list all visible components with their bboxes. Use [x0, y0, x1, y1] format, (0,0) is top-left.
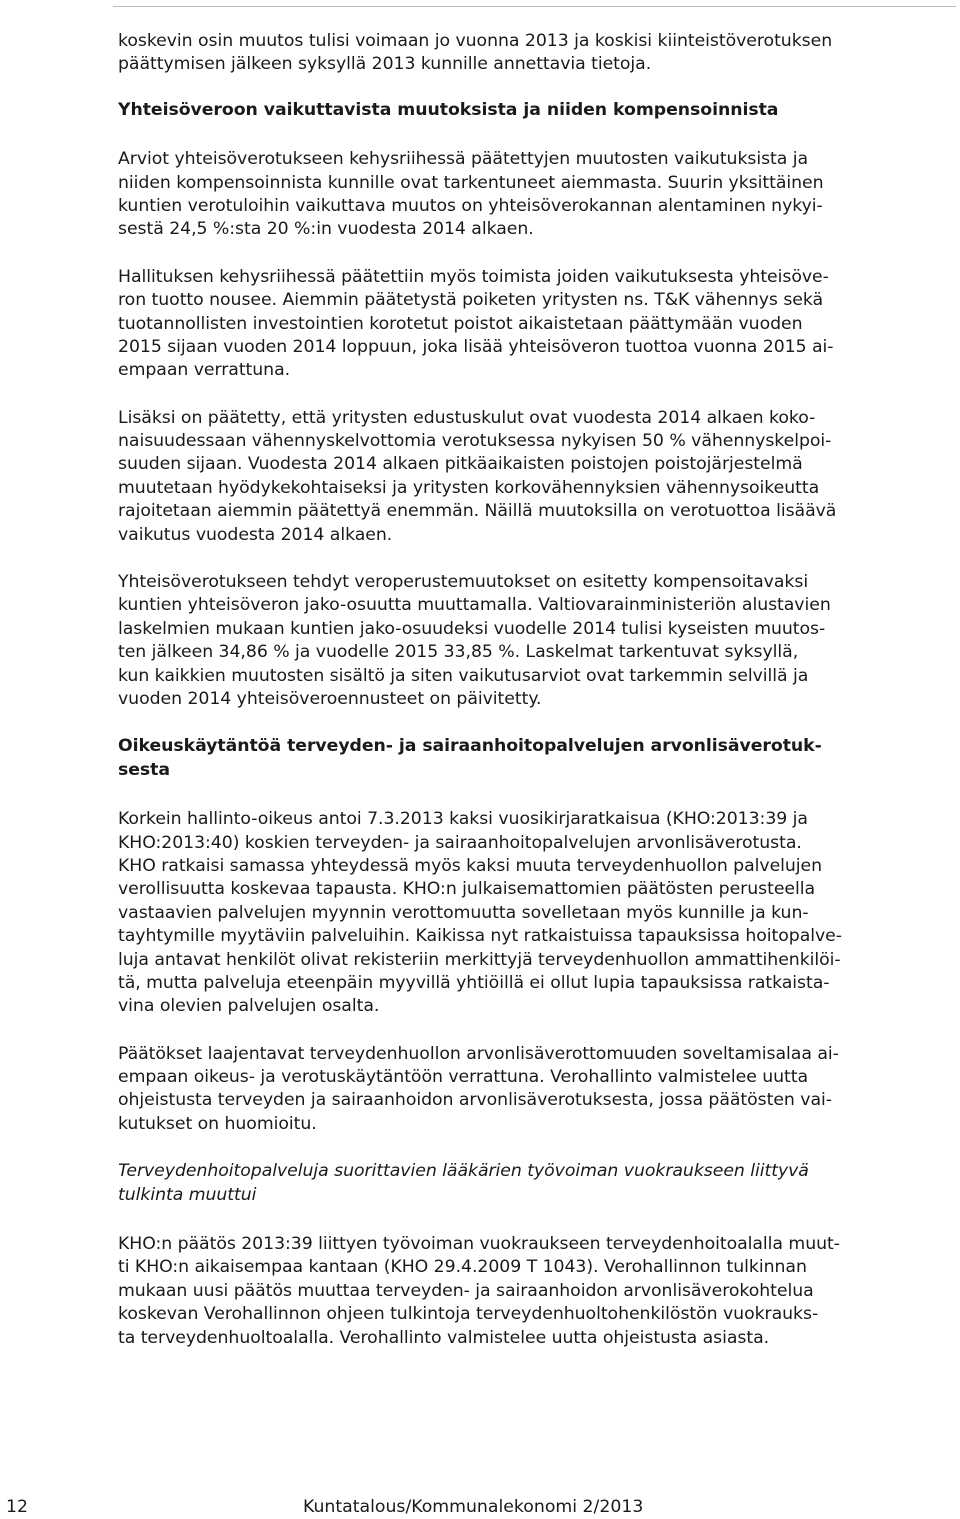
text-line: kuntien yhteisöveron jako-osuutta muuttamalla. Valtiovarainministeriön alustavien [118, 595, 831, 616]
text-line: ta terveydenhuoltoalalla. Verohallinto valmistelee uutta ohjeistusta asiasta. [118, 1327, 770, 1348]
text-line: koskevan Verohallinnon ohjeen tulkintoja terveydenhuoltohenkilöstön vuokrauks- [118, 1304, 819, 1325]
text-line: empaan oikeus- ja verotuskäytäntöön verrattuna. Verohallinto valmistelee uutta [118, 1067, 809, 1088]
text-line: kutukset on huomioitu. [118, 1113, 317, 1134]
text-line: Yhteisöverotukseen tehdyt veroperustemuutokset on esitetty kompensoitavaksi [118, 572, 809, 593]
text-line: tayhtymille myytäviin palveluihin. Kaikissa nyt ratkaistuissa tapauksissa hoitopalve- [118, 926, 842, 947]
text-line: koskevin osin muutos tulisi voimaan jo vuonna 2013 ja koskisi kiinteistöverotuksen [118, 31, 833, 51]
text-line: kuntien verotuloihin vaikuttava muutos on yhteisöverokannan alentaminen nykyi- [118, 195, 823, 216]
text-line: 2015 sijaan vuoden 2014 loppuun, joka lisää yhteisöveron tuottoa vuonna 2015 ai- [118, 336, 834, 357]
subheading-line: tulkinta muuttui [118, 1184, 257, 1205]
paragraph-continuation [118, 30, 938, 77]
subheading-tulkinta [118, 1160, 938, 1207]
paragraph-arviot [118, 148, 938, 242]
top-rule [113, 6, 956, 7]
text-line: empaan verrattuna. [118, 360, 291, 381]
text-line: Arviot yhteisöverotukseen kehysriihessä päätettyjen muutosten vaikutuksista ja [118, 149, 809, 170]
text-line: päättymisen jälkeen syksyllä 2013 kunnille annettavia tietoja. [118, 54, 652, 75]
section-heading-oikeuskaytanto [118, 735, 938, 782]
text-line: Lisäksi on päätetty, että yritysten edustuskulut ovat vuodesta 2014 alkaen koko- [118, 407, 816, 428]
text-line: KHO:n päätös 2013:39 liittyen työvoiman vuokraukseen terveydenhoitoalalla muut- [118, 1234, 840, 1255]
page-number: 12 [6, 1497, 28, 1517]
article-body [118, 30, 938, 1350]
text-line: mukaan uusi päätös muuttaa terveyden- ja sairaanhoidon arvonlisäverokohtelua [118, 1280, 814, 1301]
text-line: muutetaan hyödykekohtaiseksi ja yritysten korkovähennyksien vähennysoikeutta [118, 477, 820, 498]
text-line: KHO:2013:40) koskien terveyden- ja sairaanhoitopalvelujen arvonlisäverotusta. [118, 832, 802, 853]
text-line: verollisuutta koskevaa tapausta. KHO:n julkaisemattomien päätösten perusteella [118, 879, 816, 900]
text-line: laskelmien mukaan kuntien jako-osuudeksi vuodelle 2014 tulisi kyseisten muutos- [118, 618, 826, 639]
paragraph-kompensointi [118, 571, 938, 711]
text-line: ti KHO:n aikaisempaa kantaan (KHO 29.4.2009 T 1043). Verohallinnon tulkinnan [118, 1257, 807, 1278]
text-line: vuoden 2014 yhteisöveroennusteet on päivitetty. [118, 688, 542, 709]
paragraph-hallituksen [118, 266, 938, 383]
subheading-line: Terveydenhoitopalveluja suorittavien lääkärien työvoiman vuokraukseen liittyvä [118, 1161, 809, 1182]
text-line: Päätökset laajentavat terveydenhuollon arvonlisäverottomuuden soveltamisalaa ai- [118, 1043, 839, 1064]
text-line: vaikutus vuodesta 2014 alkaen. [118, 524, 393, 545]
heading-line: sesta [118, 759, 170, 780]
heading-line: Yhteisöveroon vaikuttavista muutoksista ja niiden kompensoinnista [118, 99, 779, 120]
text-line: vina olevien palvelujen osalta. [118, 996, 380, 1017]
text-line: ohjeistusta terveyden ja sairaanhoidon arvonlisäverotuksesta, jossa päätösten vai- [118, 1090, 832, 1111]
text-line: KHO ratkaisi samassa yhteydessä myös kaksi muuta terveydenhuollon palvelujen [118, 855, 823, 876]
journal-issue: Kuntatalous/Kommunalekonomi 2/2013 [303, 1497, 644, 1517]
text-line: kun kaikkien muutosten sisältö ja siten vaikutusarviot ovat tarkemmin selvillä ja [118, 665, 809, 686]
paragraph-paatokset [118, 1043, 938, 1137]
text-line: vastaavien palvelujen myynnin verottomuutta sovelletaan myös kunnille ja kun- [118, 902, 809, 923]
text-line: ten jälkeen 34,86 % ja vuodelle 2015 33,85 %. Laskelmat tarkentuvat syksyllä, [118, 642, 799, 663]
heading-line: Oikeuskäytäntöä terveyden- ja sairaanhoitopalvelujen arvonlisäverotuk- [118, 736, 822, 757]
paragraph-tyovoiman-vuokraus [118, 1233, 938, 1350]
text-line: Korkein hallinto-oikeus antoi 7.3.2013 kaksi vuosikirjaratkaisua (KHO:2013:39 ja [118, 809, 808, 830]
paragraph-kho [118, 808, 938, 1019]
text-line: rajoitetaan aiemmin päätettyä enemmän. Näillä muutoksilla on verotuottoa lisäävä [118, 501, 837, 522]
paragraph-lisaksi [118, 407, 938, 547]
text-line: naisuudessaan vähennyskelvottomia verotuksessa nykyisen 50 % vähennyskelpoi- [118, 431, 832, 452]
text-line: niiden kompensoinnista kunnille ovat tarkentuneet aiemmasta. Suurin yksittäinen [118, 172, 824, 193]
text-line: luja antavat henkilöt olivat rekisteriin merkittyjä terveydenhuollon ammattihenkilöi- [118, 949, 841, 970]
text-line: Hallituksen kehysriihessä päätettiin myös toimista joiden vaikutuksesta yhteisöve- [118, 266, 829, 287]
text-line: ron tuotto nousee. Aiemmin päätetystä poiketen yritysten ns. T&K vähennys sekä [118, 290, 824, 311]
text-line: tuotannollisten investointien korotetut poistot aikaistetaan päättymään vuoden [118, 313, 803, 334]
text-line: tä, mutta palveluja eteenpäin myyvillä yhtiöillä ei ollut lupia tapauksissa ratkaista- [118, 972, 830, 993]
text-line: sestä 24,5 %:sta 20 %:in vuodesta 2014 alkaen. [118, 219, 534, 240]
section-heading-yhteisovero [118, 99, 938, 122]
text-line: suuden sijaan. Vuodesta 2014 alkaen pitkäaikaisten poistojen poistojärjestelmä [118, 454, 803, 475]
